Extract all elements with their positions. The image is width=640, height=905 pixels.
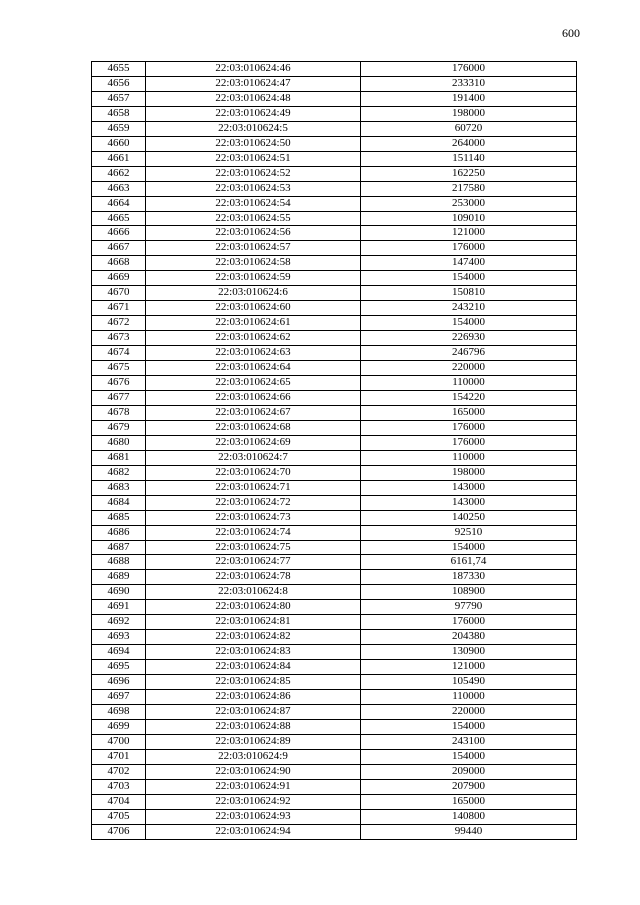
cadastral-number-cell: 22:03:010624:7: [146, 450, 361, 465]
table-row: [92, 271, 577, 286]
cadastral-number-cell: 22:03:010624:58: [146, 256, 361, 271]
cadastral-number-cell: 22:03:010624:56: [146, 226, 361, 241]
cadastral-number-cell: 22:03:010624:92: [146, 794, 361, 809]
row-number-cell: 4692: [92, 615, 146, 630]
row-number-cell: 4689: [92, 570, 146, 585]
cadastral-number-cell: 22:03:010624:59: [146, 271, 361, 286]
value-cell: 220000: [361, 704, 577, 719]
value-cell: 207900: [361, 779, 577, 794]
row-number-cell: 4691: [92, 600, 146, 615]
cadastral-number-cell: 22:03:010624:88: [146, 719, 361, 734]
row-number-cell: 4670: [92, 286, 146, 301]
table-row: [92, 361, 577, 376]
table-row: [92, 540, 577, 555]
row-number-cell: 4686: [92, 525, 146, 540]
table-row: [92, 615, 577, 630]
row-number-cell: 4700: [92, 734, 146, 749]
cadastral-number-cell: 22:03:010624:53: [146, 181, 361, 196]
row-number-cell: 4699: [92, 719, 146, 734]
cadastral-number-cell: 22:03:010624:46: [146, 62, 361, 77]
row-number-cell: 4658: [92, 106, 146, 121]
registry-table: [91, 61, 577, 840]
table-row: [92, 465, 577, 480]
value-cell: 209000: [361, 764, 577, 779]
value-cell: 110000: [361, 450, 577, 465]
page-number: 600: [562, 26, 580, 40]
value-cell: 165000: [361, 405, 577, 420]
cadastral-number-cell: 22:03:010624:54: [146, 196, 361, 211]
table-row: [92, 660, 577, 675]
cadastral-number-cell: 22:03:010624:49: [146, 106, 361, 121]
table-row: [92, 121, 577, 136]
table-row: [92, 316, 577, 331]
value-cell: 110000: [361, 376, 577, 391]
table-row: [92, 166, 577, 181]
cadastral-number-cell: 22:03:010624:57: [146, 241, 361, 256]
table-row: [92, 286, 577, 301]
table-row: [92, 256, 577, 271]
cadastral-number-cell: 22:03:010624:84: [146, 660, 361, 675]
row-number-cell: 4664: [92, 196, 146, 211]
cadastral-number-cell: 22:03:010624:89: [146, 734, 361, 749]
row-number-cell: 4676: [92, 376, 146, 391]
value-cell: 92510: [361, 525, 577, 540]
row-number-cell: 4679: [92, 420, 146, 435]
value-cell: 143000: [361, 480, 577, 495]
row-number-cell: 4678: [92, 405, 146, 420]
value-cell: 151140: [361, 151, 577, 166]
value-cell: 121000: [361, 226, 577, 241]
cadastral-number-cell: 22:03:010624:93: [146, 809, 361, 824]
cadastral-number-cell: 22:03:010624:77: [146, 555, 361, 570]
table-row: [92, 390, 577, 405]
table-row: [92, 555, 577, 570]
value-cell: 233310: [361, 76, 577, 91]
cadastral-number-cell: 22:03:010624:65: [146, 376, 361, 391]
table-row: [92, 645, 577, 660]
table-row: [92, 211, 577, 226]
table-row: [92, 749, 577, 764]
table-row: [92, 734, 577, 749]
table-row: [92, 301, 577, 316]
table-row: [92, 585, 577, 600]
row-number-cell: 4672: [92, 316, 146, 331]
value-cell: 162250: [361, 166, 577, 181]
table-row: [92, 809, 577, 824]
cadastral-number-cell: 22:03:010624:62: [146, 331, 361, 346]
value-cell: 105490: [361, 675, 577, 690]
row-number-cell: 4693: [92, 630, 146, 645]
cadastral-number-cell: 22:03:010624:51: [146, 151, 361, 166]
row-number-cell: 4668: [92, 256, 146, 271]
row-number-cell: 4696: [92, 675, 146, 690]
table-row: [92, 480, 577, 495]
value-cell: 110000: [361, 690, 577, 705]
cadastral-number-cell: 22:03:010624:83: [146, 645, 361, 660]
cadastral-number-cell: 22:03:010624:5: [146, 121, 361, 136]
row-number-cell: 4665: [92, 211, 146, 226]
row-number-cell: 4688: [92, 555, 146, 570]
cadastral-number-cell: 22:03:010624:74: [146, 525, 361, 540]
row-number-cell: 4701: [92, 749, 146, 764]
row-number-cell: 4694: [92, 645, 146, 660]
value-cell: 176000: [361, 420, 577, 435]
table-row: [92, 570, 577, 585]
row-number-cell: 4705: [92, 809, 146, 824]
value-cell: 6161,74: [361, 555, 577, 570]
row-number-cell: 4674: [92, 346, 146, 361]
cadastral-number-cell: 22:03:010624:47: [146, 76, 361, 91]
table-row: [92, 495, 577, 510]
value-cell: 140800: [361, 809, 577, 824]
cadastral-number-cell: 22:03:010624:75: [146, 540, 361, 555]
table-row: [92, 331, 577, 346]
value-cell: 121000: [361, 660, 577, 675]
value-cell: 204380: [361, 630, 577, 645]
row-number-cell: 4695: [92, 660, 146, 675]
value-cell: 99440: [361, 824, 577, 839]
cadastral-number-cell: 22:03:010624:69: [146, 435, 361, 450]
row-number-cell: 4661: [92, 151, 146, 166]
value-cell: 165000: [361, 794, 577, 809]
row-number-cell: 4657: [92, 91, 146, 106]
cadastral-number-cell: 22:03:010624:72: [146, 495, 361, 510]
value-cell: 220000: [361, 361, 577, 376]
value-cell: 253000: [361, 196, 577, 211]
row-number-cell: 4684: [92, 495, 146, 510]
table-row: [92, 136, 577, 151]
cadastral-number-cell: 22:03:010624:64: [146, 361, 361, 376]
row-number-cell: 4659: [92, 121, 146, 136]
row-number-cell: 4662: [92, 166, 146, 181]
value-cell: 246796: [361, 346, 577, 361]
row-number-cell: 4663: [92, 181, 146, 196]
value-cell: 154000: [361, 749, 577, 764]
value-cell: 198000: [361, 106, 577, 121]
row-number-cell: 4687: [92, 540, 146, 555]
value-cell: 243210: [361, 301, 577, 316]
row-number-cell: 4702: [92, 764, 146, 779]
row-number-cell: 4680: [92, 435, 146, 450]
value-cell: 108900: [361, 585, 577, 600]
row-number-cell: 4703: [92, 779, 146, 794]
value-cell: 154220: [361, 390, 577, 405]
cadastral-number-cell: 22:03:010624:67: [146, 405, 361, 420]
cadastral-number-cell: 22:03:010624:63: [146, 346, 361, 361]
value-cell: 130900: [361, 645, 577, 660]
table-row: [92, 241, 577, 256]
value-cell: 264000: [361, 136, 577, 151]
row-number-cell: 4685: [92, 510, 146, 525]
value-cell: 187330: [361, 570, 577, 585]
value-cell: 109010: [361, 211, 577, 226]
table-row: [92, 525, 577, 540]
cadastral-number-cell: 22:03:010624:80: [146, 600, 361, 615]
table-row: [92, 510, 577, 525]
table-row: [92, 91, 577, 106]
table-row: [92, 690, 577, 705]
table-row: [92, 226, 577, 241]
row-number-cell: 4655: [92, 62, 146, 77]
value-cell: 217580: [361, 181, 577, 196]
row-number-cell: 4667: [92, 241, 146, 256]
cadastral-number-cell: 22:03:010624:87: [146, 704, 361, 719]
value-cell: 154000: [361, 719, 577, 734]
table-row: [92, 181, 577, 196]
value-cell: 60720: [361, 121, 577, 136]
cadastral-number-cell: 22:03:010624:86: [146, 690, 361, 705]
cadastral-number-cell: 22:03:010624:91: [146, 779, 361, 794]
value-cell: 176000: [361, 241, 577, 256]
table-row: [92, 62, 577, 77]
row-number-cell: 4706: [92, 824, 146, 839]
value-cell: 198000: [361, 465, 577, 480]
table-row: [92, 675, 577, 690]
value-cell: 226930: [361, 331, 577, 346]
row-number-cell: 4673: [92, 331, 146, 346]
value-cell: 143000: [361, 495, 577, 510]
value-cell: 150810: [361, 286, 577, 301]
table-row: [92, 435, 577, 450]
value-cell: 147400: [361, 256, 577, 271]
row-number-cell: 4675: [92, 361, 146, 376]
table-row: [92, 151, 577, 166]
table-row: [92, 376, 577, 391]
row-number-cell: 4671: [92, 301, 146, 316]
table-row: [92, 824, 577, 839]
value-cell: 176000: [361, 615, 577, 630]
row-number-cell: 4683: [92, 480, 146, 495]
value-cell: 154000: [361, 271, 577, 286]
row-number-cell: 4682: [92, 465, 146, 480]
row-number-cell: 4697: [92, 690, 146, 705]
table-row: [92, 106, 577, 121]
table-row: [92, 405, 577, 420]
cadastral-number-cell: 22:03:010624:81: [146, 615, 361, 630]
registry-table-body: [92, 62, 577, 840]
row-number-cell: 4698: [92, 704, 146, 719]
table-row: [92, 450, 577, 465]
row-number-cell: 4681: [92, 450, 146, 465]
cadastral-number-cell: 22:03:010624:8: [146, 585, 361, 600]
cadastral-number-cell: 22:03:010624:68: [146, 420, 361, 435]
cadastral-number-cell: 22:03:010624:50: [146, 136, 361, 151]
cadastral-number-cell: 22:03:010624:48: [146, 91, 361, 106]
table-row: [92, 719, 577, 734]
cadastral-number-cell: 22:03:010624:73: [146, 510, 361, 525]
row-number-cell: 4656: [92, 76, 146, 91]
row-number-cell: 4677: [92, 390, 146, 405]
table-row: [92, 630, 577, 645]
table-row: [92, 704, 577, 719]
value-cell: 176000: [361, 62, 577, 77]
cadastral-number-cell: 22:03:010624:82: [146, 630, 361, 645]
value-cell: 243100: [361, 734, 577, 749]
cadastral-number-cell: 22:03:010624:94: [146, 824, 361, 839]
cadastral-number-cell: 22:03:010624:9: [146, 749, 361, 764]
table-row: [92, 346, 577, 361]
table-row: [92, 600, 577, 615]
cadastral-number-cell: 22:03:010624:61: [146, 316, 361, 331]
table-row: [92, 794, 577, 809]
row-number-cell: 4669: [92, 271, 146, 286]
cadastral-number-cell: 22:03:010624:66: [146, 390, 361, 405]
cadastral-number-cell: 22:03:010624:85: [146, 675, 361, 690]
cadastral-number-cell: 22:03:010624:6: [146, 286, 361, 301]
row-number-cell: 4690: [92, 585, 146, 600]
cadastral-number-cell: 22:03:010624:78: [146, 570, 361, 585]
value-cell: 154000: [361, 316, 577, 331]
table-row: [92, 196, 577, 211]
row-number-cell: 4660: [92, 136, 146, 151]
cadastral-number-cell: 22:03:010624:60: [146, 301, 361, 316]
cadastral-number-cell: 22:03:010624:52: [146, 166, 361, 181]
table-row: [92, 76, 577, 91]
value-cell: 191400: [361, 91, 577, 106]
value-cell: 97790: [361, 600, 577, 615]
cadastral-number-cell: 22:03:010624:90: [146, 764, 361, 779]
value-cell: 176000: [361, 435, 577, 450]
cadastral-number-cell: 22:03:010624:55: [146, 211, 361, 226]
cadastral-number-cell: 22:03:010624:70: [146, 465, 361, 480]
value-cell: 154000: [361, 540, 577, 555]
row-number-cell: 4666: [92, 226, 146, 241]
table-row: [92, 764, 577, 779]
row-number-cell: 4704: [92, 794, 146, 809]
cadastral-number-cell: 22:03:010624:71: [146, 480, 361, 495]
table-row: [92, 779, 577, 794]
value-cell: 140250: [361, 510, 577, 525]
table-row: [92, 420, 577, 435]
